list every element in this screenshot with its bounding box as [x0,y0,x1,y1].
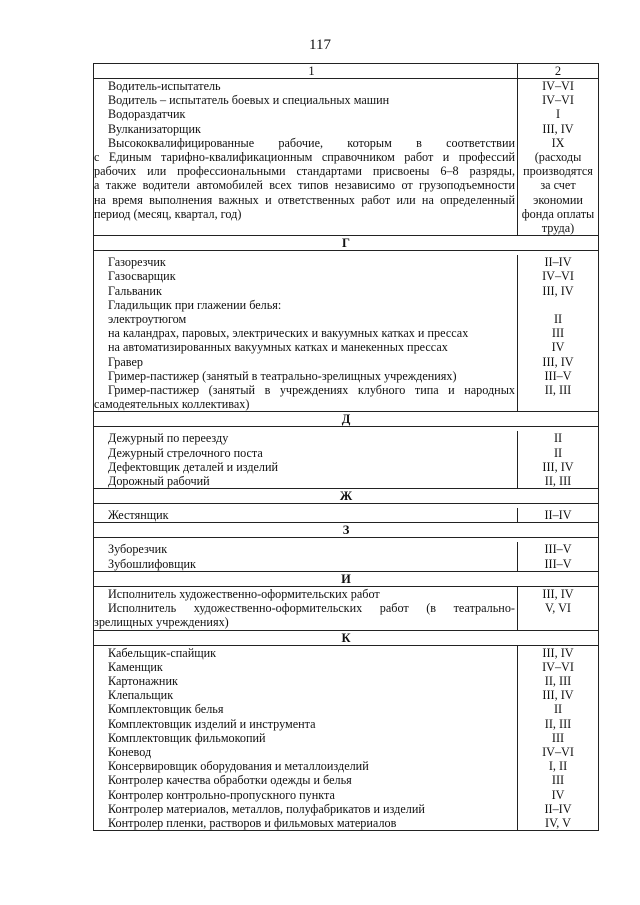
section-i [94,587,598,630]
grade-value: IV–VI [542,269,574,284]
grade-value: V, VI [545,601,571,616]
profession-name: Зубошлифовщик [108,556,196,571]
section-letter-g: Г [94,235,598,251]
grade-value: IV–VI [542,79,574,93]
grade-value: III [551,326,565,341]
profession-name: Жестянщик [108,508,169,523]
grade-value: IV, V [545,815,571,830]
grade-value: III–V [544,556,572,571]
profession-name: Комплектовщик белья [108,702,224,717]
grade-value: II [553,312,563,327]
section-k [94,646,598,831]
grade-value: III, IV [542,283,574,298]
grade-value: II, III [544,474,572,489]
grade-value: II, III [544,673,572,688]
profession-name: Контролер качества обработки одежды и белья [108,773,352,788]
profession-name: Гример-пастижер (занятый в театрально-зрелищных учреждениях) [108,368,457,383]
profession-name: Водитель – испытатель боевых и специальных машин [108,93,390,108]
grade-value: III, IV [542,586,574,601]
table-header [94,64,598,79]
grade-value: III, IV [542,121,574,136]
profession-name: Водораздатчик [108,107,186,122]
profession-name-cont: зрелищных учреждениях) [94,615,229,630]
grade-value: фонда оплаты [521,206,595,221]
grade-value: IV–VI [542,744,574,759]
profession-name: Комплектовщик фильмокопий [108,730,266,745]
grade-value: IV [551,340,565,355]
section-zh [94,508,598,522]
profession-name: Высококвалифицированные рабочие, которым в соответствии [108,135,515,150]
profession-name: Комплектовщик изделий и инструмента [108,716,316,731]
grade-value: III [551,730,565,745]
section-letter-k: К [94,630,598,646]
grade-value: II [553,445,563,460]
profession-name: Контролер пленки, растворов и фильмовых материалов [108,815,397,830]
header-col-2: 2 [517,64,598,78]
grade-value: III–V [544,542,572,557]
profession-name: Консервировщик оборудования и металлоизделий [108,759,369,774]
profession-name-cont: на время выполнения важных и ответственных работ или на определенный [94,192,515,207]
grade-value: экономии [533,192,583,207]
grade-value: III, IV [542,645,574,660]
profession-name-cont: с Единым тарифно-квалификационным справочником работ и профессий [94,150,515,165]
grade-value [518,615,598,629]
grade-value: II [553,431,563,446]
page-number: 117 [309,37,331,53]
profession-name: Дежурный стрелочного поста [108,445,263,460]
profession-name: Гладильщик при глажении белья: [108,297,282,312]
profession-name: Исполнитель художественно-оформительских работ [108,586,380,601]
profession-name-cont: период (месяц, квартал, год) [94,206,242,221]
grade-value [518,397,598,411]
header-col-1: 1 [308,64,315,78]
grade-value: III, IV [542,688,574,703]
grade-value: III, IV [542,354,574,369]
profession-name-cont: рабочих или профессиональными стандартами присвоены 6–8 разряды, [94,164,515,179]
profession-name: Коневод [108,744,152,759]
profession-name: Каменщик [108,659,163,674]
profession-name: Дорожный рабочий [108,474,210,489]
profession-name: Гример-пастижер (занятый в учреждениях клубного типа и народных [108,383,515,398]
profession-name-cont: самодеятельных коллективах) [94,397,250,412]
grade-value: II–IV [544,255,572,270]
profession-name: Водитель-испытатель [108,79,221,93]
section-letter-i: И [94,571,598,587]
grade-value: III [551,773,565,788]
grade-value: IX [551,135,565,150]
profession-name-cont: а также водители автомобилей всех типов независимо от грузоподъемности [94,178,515,193]
grade-value: I, II [548,759,568,774]
profession-name: Картонажник [108,673,178,688]
profession-name: Дежурный по переезду [108,431,229,446]
profession-name: Гальваник [108,283,162,298]
grade-value: II–IV [544,508,572,523]
profession-name: Газорезчик [108,255,166,270]
profession-name: Контролер контрольно-пропускного пункта [108,787,335,802]
grade-value: труда) [541,221,575,236]
grade-value: IV–VI [542,659,574,674]
profession-name: на автоматизированных вакуумных катках и манекенных прессах [108,340,448,355]
profession-name: Газосварщик [108,269,176,284]
profession-name: на каландрах, паровых, электрических и вакуумных катках и прессах [108,326,469,341]
section-letter-zh: Ж [94,488,598,504]
profession-name: Кабельщик-спайщик [108,645,217,660]
grade-value: II [553,702,563,717]
profession-name: Вулканизаторщик [108,121,201,136]
profession-name: Дефектовщик деталей и изделий [108,459,279,474]
grade-value: III–V [544,368,572,383]
section-letter-d: Д [94,411,598,427]
grade-value [518,298,598,312]
grade-value: III, IV [542,459,574,474]
grade-value: IV–VI [542,93,574,108]
grade-value: II–IV [544,801,572,816]
professions-table [93,63,599,831]
section-letter-z: З [94,522,598,538]
grade-value: IV [551,787,565,802]
section-v-continuation [94,79,598,235]
section-g [94,255,598,411]
profession-name: Гравер [108,354,143,369]
grade-value: производятся [523,164,593,179]
profession-name: Зуборезчик [108,542,168,557]
section-z [94,542,598,570]
profession-name: Контролер материалов, металлов, полуфабрикатов и изделий [108,801,425,816]
grade-value: II, III [544,383,572,398]
grade-value: I [555,107,561,122]
grade-value: за счет [540,178,576,193]
profession-name: Исполнитель художественно-оформительских работ (в театрально- [108,601,515,616]
profession-name: Клепальщик [108,688,174,703]
grade-value: (расходы [534,150,582,165]
profession-name: электроутюгом [108,312,187,327]
section-d [94,431,598,488]
grade-value: II, III [544,716,572,731]
